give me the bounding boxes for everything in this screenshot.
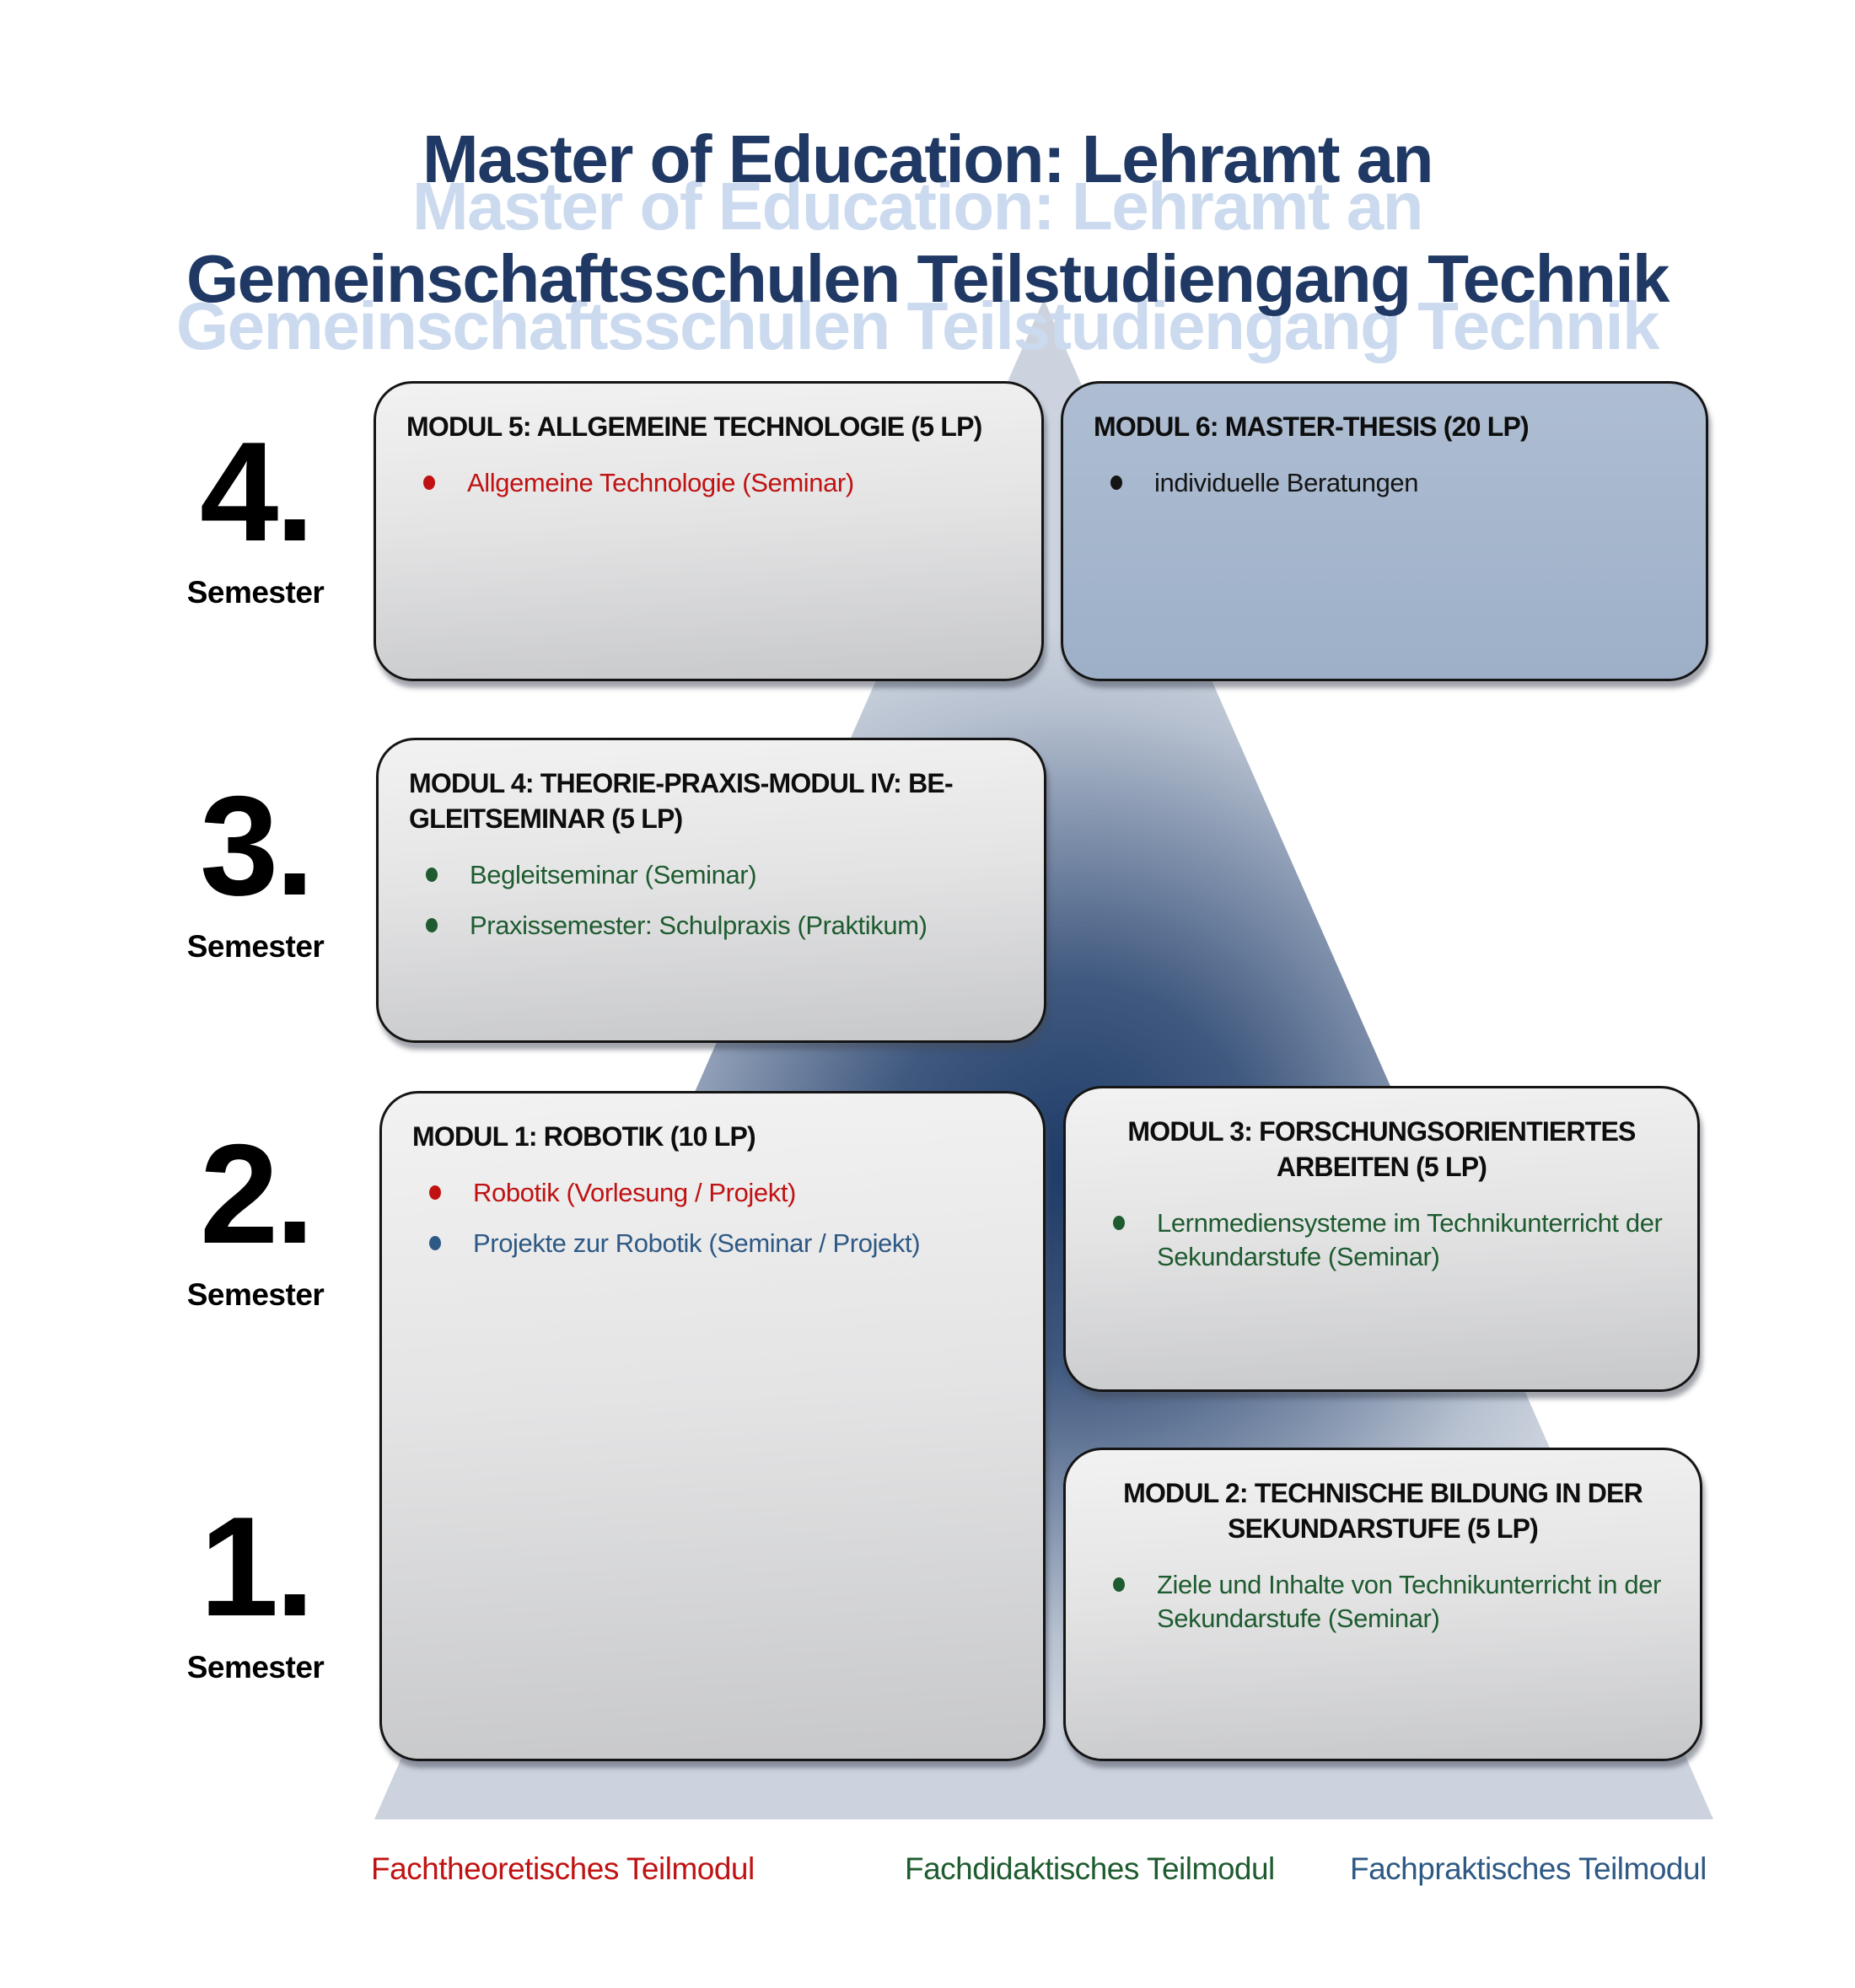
module-item-text: Allgemeine Technologie (Seminar): [467, 468, 854, 497]
module-item-text: Begleitseminar (Seminar): [470, 860, 757, 889]
bullet-icon: [426, 868, 438, 882]
module-title-line: SEKUNDARSTUFE (5 LP): [1227, 1513, 1539, 1544]
module-title: [409, 766, 1014, 836]
legend-fachdidaktisch: Fachdidaktisches Teilmodul: [905, 1851, 1275, 1886]
page-title-line-2: Gemeinschaftsschulen Teilstudiengang Technik: [186, 240, 1670, 316]
semester-label-3: [142, 766, 369, 964]
module-title: [1096, 1114, 1667, 1185]
module-title: MODUL 1: ROBOTIK (10 LP): [412, 1121, 755, 1152]
bullet-icon: [1110, 476, 1122, 490]
bullet-icon: [429, 1185, 441, 1200]
bullet-icon: [1113, 1216, 1125, 1230]
module-item: [1096, 1568, 1670, 1636]
semester-label-1: [142, 1487, 369, 1685]
semester-word: Semester: [186, 575, 325, 610]
semester-word: Semester: [186, 1277, 325, 1312]
module-item: [409, 858, 1014, 892]
module-item-text: individuelle Beratungen: [1154, 468, 1419, 497]
module-item-list: [412, 1176, 1013, 1260]
module-title: MODUL 5: ALLGEMEINE TECHNOLOGIE (5 LP): [406, 411, 982, 442]
semester-word: Semester: [186, 929, 325, 964]
module-item-text: Lernmediensysteme im Technikunterricht der Sekundarstufe (Seminar): [1157, 1208, 1663, 1271]
module-title-line: MODUL 3: FORSCHUNGSORIENTIERTES: [1127, 1116, 1636, 1147]
page-title: [0, 99, 1855, 339]
module-card-modul5: [374, 381, 1044, 681]
module-title-line: MODUL 4: THEORIE-PRAXIS-MODUL IV: BE-: [409, 768, 953, 798]
module-item-list: [406, 466, 1011, 500]
module-item-text: Projekte zur Robotik (Seminar / Projekt): [473, 1228, 921, 1258]
module-item: [412, 1176, 1013, 1210]
module-item: [1094, 466, 1675, 500]
module-card-modul1: [379, 1091, 1046, 1761]
module-item: [1096, 1206, 1667, 1274]
semester-number: 1.: [199, 1487, 312, 1646]
bullet-icon: [426, 918, 438, 932]
module-item-list: [409, 858, 1014, 943]
module-item: [412, 1227, 1013, 1260]
module-item-list: [1096, 1206, 1667, 1274]
module-item: [406, 466, 1011, 500]
page-title-line-1: Master of Education: Lehramt an: [422, 121, 1433, 196]
module-title: MODUL 6: MASTER-THESIS (20 LP): [1094, 411, 1529, 442]
legend-fachtheoretisch: Fachtheoretisches Teilmodul: [371, 1851, 755, 1886]
bullet-icon: [1113, 1577, 1125, 1592]
module-card-modul3: [1063, 1086, 1700, 1392]
module-item-list: [1094, 466, 1675, 500]
module-card-modul4: [376, 738, 1046, 1043]
module-card-modul6: [1061, 381, 1708, 681]
module-item-text: Ziele und Inhalte von Technikunterricht in der Sekundarstufe (Seminar): [1157, 1570, 1661, 1633]
legend-fachpraktisch: Fachpraktisches Teilmodul: [1350, 1851, 1707, 1886]
module-title-line: ARBEITEN (5 LP): [1276, 1152, 1487, 1182]
semester-number: 3.: [199, 766, 312, 925]
module-item-text: Praxissemester: Schulpraxis (Praktikum): [470, 911, 928, 940]
semester-word: Semester: [186, 1650, 325, 1684]
module-item-list: [1096, 1568, 1670, 1636]
semester-number: 4.: [199, 412, 312, 571]
semester-label-2: [142, 1115, 369, 1313]
module-card-modul2: [1063, 1448, 1702, 1761]
bullet-icon: [423, 476, 435, 490]
bullet-icon: [429, 1236, 441, 1250]
semester-label-4: [142, 412, 369, 610]
module-title-line: MODUL 2: TECHNISCHE BILDUNG IN DER: [1123, 1478, 1643, 1508]
module-title: [1096, 1475, 1670, 1546]
module-item-text: Robotik (Vorlesung / Projekt): [473, 1178, 796, 1207]
semester-number: 2.: [199, 1115, 312, 1273]
module-item: [409, 909, 1014, 943]
module-title-line: GLEITSEMINAR (5 LP): [409, 803, 683, 834]
